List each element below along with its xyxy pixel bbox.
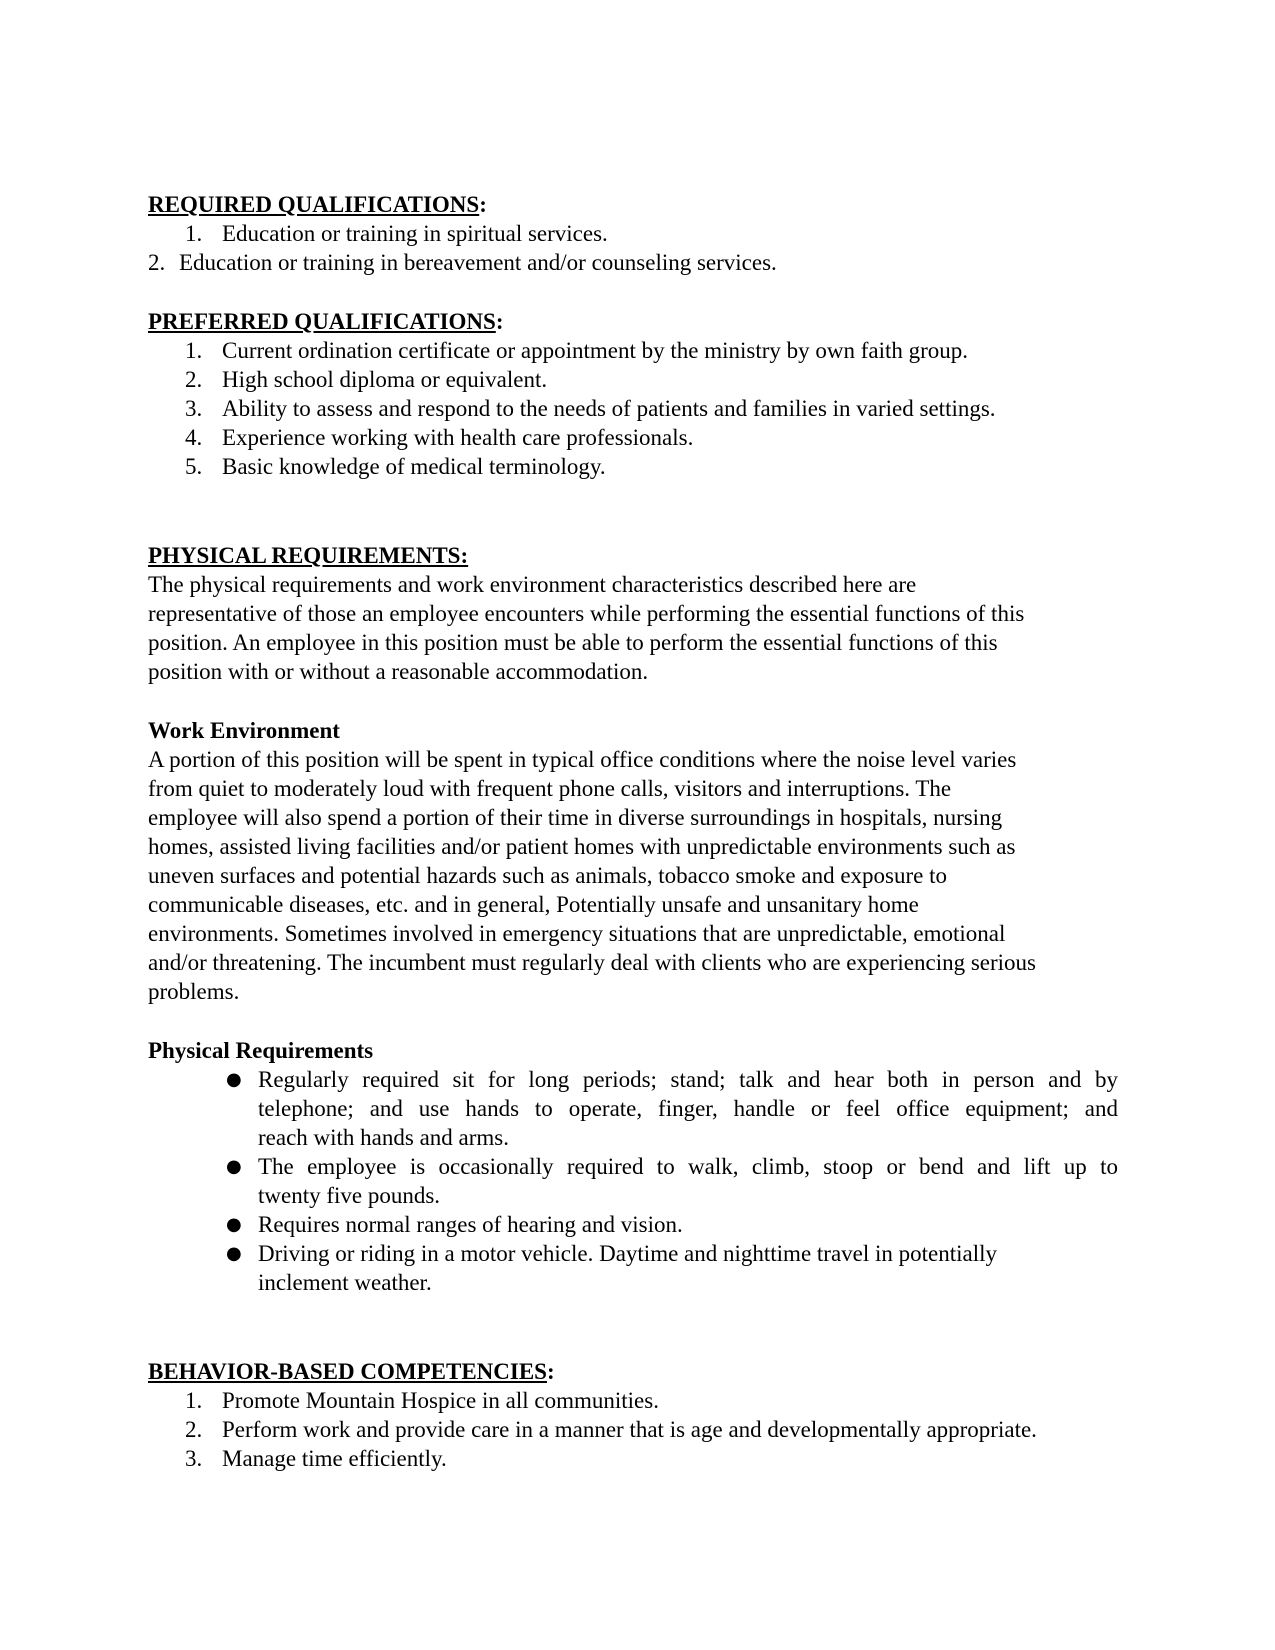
bullet-3-line-1: Requires normal ranges of hearing and vision. — [258, 1212, 683, 1237]
preferred-item-2-num: 2. — [185, 367, 203, 392]
physical-intro-line-4: position with or without a reasonable accommodation. — [148, 659, 649, 684]
bullet-4-marker: ● — [226, 1243, 242, 1264]
preferred-item-2-text: High school diploma or equivalent. — [222, 367, 548, 392]
bullet-2-marker: ● — [226, 1156, 242, 1177]
work-environment-line-9: problems. — [148, 979, 240, 1004]
bullet-2-line-2: twenty five pounds. — [258, 1183, 441, 1208]
work-environment-line-3: employee will also spend a portion of their time in diverse surroundings in hospitals, nursing — [148, 805, 1003, 830]
work-environment-line-7: environments. Sometimes involved in emergency situations that are unpredictable, emotional — [148, 921, 1006, 946]
preferred-heading-colon: : — [495, 309, 504, 334]
preferred-item-1-num: 1. — [185, 338, 203, 363]
bullet-1-line-3: reach with hands and arms. — [258, 1125, 510, 1150]
physical-intro-line-1: The physical requirements and work environment characteristics described here are — [148, 572, 917, 597]
preferred-item-5-text: Basic knowledge of medical terminology. — [222, 454, 606, 479]
preferred-item-3-num: 3. — [185, 396, 203, 421]
required-item-1-text: Education or training in spiritual services. — [222, 221, 608, 246]
preferred-item-3-text: Ability to assess and respond to the needs of patients and families in varied settings. — [222, 396, 996, 421]
physical-intro-line-2: representative of those an employee encounters while performing the essential functions of this — [148, 601, 1025, 626]
work-environment-line-4: homes, assisted living facilities and/or patient homes with unpredictable environments such as — [148, 834, 1016, 859]
required-heading-text: REQUIRED QUALIFICATIONS — [148, 192, 480, 217]
work-environment-line-8: and/or threatening. The incumbent must regularly deal with clients who are experiencing serious — [148, 950, 1036, 975]
required-item-2-num: 2. — [148, 250, 166, 275]
bullet-4-line-2: inclement weather. — [258, 1270, 432, 1295]
behavior-item-2-text: Perform work and provide care in a manner that is age and developmentally appropriate. — [222, 1417, 1037, 1442]
preferred-item-5-num: 5. — [185, 454, 203, 479]
work-environment-line-6: communicable diseases, etc. and in general, Potentially unsafe and unsanitary home — [148, 892, 919, 917]
bullet-1-line-1: Regularly required sit for long periods; stand; talk and hear both in person and by — [258, 1067, 1118, 1092]
preferred-item-4-text: Experience working with health care professionals. — [222, 425, 694, 450]
physical-intro-line-3: position. An employee in this position must be able to perform the essential functions of this — [148, 630, 998, 655]
work-environment-line-2: from quiet to moderately loud with frequent phone calls, visitors and interruptions. The — [148, 776, 952, 801]
behavior-item-3-text: Manage time efficiently. — [222, 1446, 447, 1471]
required-item-1-num: 1. — [185, 221, 203, 246]
bullet-1-line-2: telephone; and use hands to operate, finger, handle or feel office equipment; and — [258, 1096, 1118, 1121]
required-heading-colon: : — [479, 192, 487, 217]
behavior-item-2-num: 2. — [185, 1417, 203, 1442]
required-item-2-text: Education or training in bereavement and/or counseling services. — [179, 250, 777, 275]
bullet-1-marker: ● — [226, 1069, 242, 1090]
behavior-item-1-num: 1. — [185, 1388, 203, 1413]
work-environment-heading: Work Environment — [148, 718, 340, 743]
preferred-heading-text: PREFERRED QUALIFICATIONS — [148, 309, 496, 334]
work-environment-line-1: A portion of this position will be spent in typical office conditions where the noise level varies — [148, 747, 1017, 772]
preferred-qualifications-heading — [148, 307, 503, 336]
behavior-heading-colon: : — [546, 1359, 555, 1384]
required-item-2 — [148, 248, 165, 277]
required-item-1 — [185, 219, 202, 248]
preferred-item-4-num: 4. — [185, 425, 203, 450]
preferred-item-1-text: Current ordination certificate or appointment by the ministry by own faith group. — [222, 338, 969, 363]
physical-requirements-subheading: Physical Requirements — [148, 1038, 374, 1063]
behavior-item-1-text: Promote Mountain Hospice in all communities. — [222, 1388, 659, 1413]
behavior-heading-text: BEHAVIOR-BASED COMPETENCIES — [148, 1359, 547, 1384]
behavior-item-3-num: 3. — [185, 1446, 203, 1471]
bullet-4-line-1: Driving or riding in a motor vehicle. Daytime and nighttime travel in potentially — [258, 1241, 998, 1266]
bullet-2-line-1: The employee is occasionally required to walk, climb, stoop or bend and lift up to — [258, 1154, 1118, 1179]
behavior-competencies-heading — [148, 1357, 555, 1386]
required-qualifications-heading — [148, 190, 487, 219]
physical-requirements-heading: PHYSICAL REQUIREMENTS: — [148, 543, 469, 568]
bullet-3-marker: ● — [226, 1214, 242, 1235]
work-environment-line-5: uneven surfaces and potential hazards such as animals, tobacco smoke and exposure to — [148, 863, 947, 888]
